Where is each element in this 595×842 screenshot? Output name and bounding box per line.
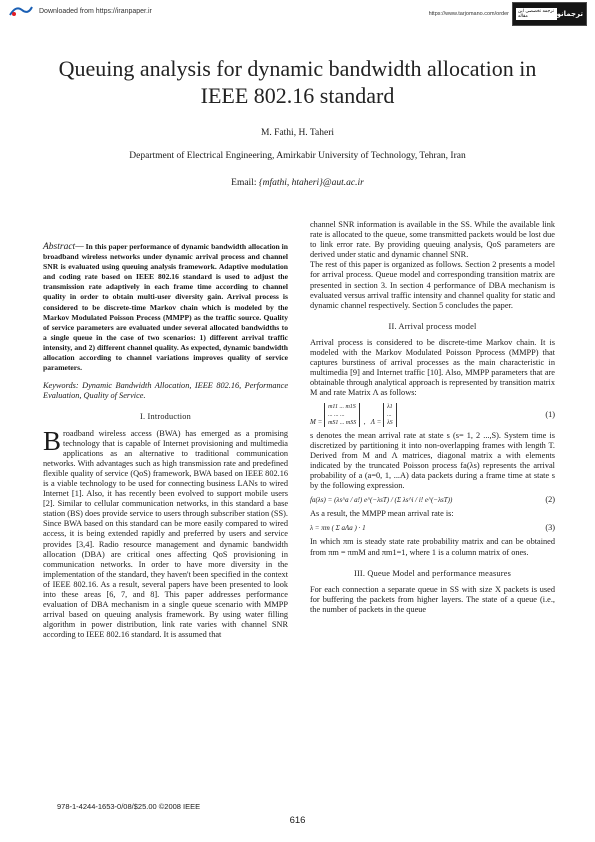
paper-affiliation: Department of Electrical Engineering, Amirkabir University of Technology, Tehran, Iran [129,151,466,161]
section-heading-queue-model: III. Queue Model and performance measures [353,568,512,578]
abstract [43,242,288,373]
equation-1 [310,403,555,427]
equation-2-body: fa(λs) = (λs^a / a!) e^(−λsT) / (Σ λs^i / i! e^(−λsT)) [310,496,453,505]
paragraph: As a result, the MMPP mean arrival rate is: [310,509,454,519]
paper-authors: M. Fathi, H. Taheri [260,128,335,138]
header-right [429,2,587,26]
tarjomano-logo: ترجمانو [556,10,583,18]
paper-title: Queuing analysis for dynamic bandwidth allocation in IEEE 802.16 standard [58,56,537,108]
matrix-m-label: M = [310,417,323,426]
iranpaper-logo-icon [8,4,34,18]
copyright-line: 978-1-4244-1653-0/08/$25.00 ©2008 IEEE [57,802,201,811]
email-prefix: Email: [231,178,259,188]
matrix-row: mS1 ... mSS [328,419,357,426]
section-heading-arrival: II. Arrival process model [388,321,477,331]
downloaded-from-text: Downloaded from https://iranpaper.ir [39,7,152,15]
paragraph: channel SNR information is available in the SS. While the available link rate is allocated to the queue, some transmitted packets would be lost due to link error rate. By providing queuing analysis, QoS parameters are derived under static and dynamic channel SNR. [310,220,555,260]
section-heading-introduction: I. Introduction [140,412,191,422]
keywords: Keywords: Dynamic Bandwidth Allocation, IEEE 802.16, Performance Evaluation, Quality of Service. [43,381,288,401]
paragraph: Arrival process is considered to be discrete-time Markov chain. It is modeled with the Markov Modulated Poisson Pprocess (MMPP) that captures burstiness of arrival processes as the main characteristic in multimedia [9] and Internet traffic [10]. Also, MMPP parameters that are obtainable through analytical approach is represented by transition matrix M and rate Matrix Λ as follows: [310,337,555,398]
matrix-row: λ1 [387,403,393,410]
header-left [8,4,152,18]
equation-number: (3) [545,523,555,533]
paragraph: For each connection a separate queue in SS with size X packets is used for buffering the packets from higher layers. The state of a queue (i.e., the number of packets in the queue [310,584,555,614]
equation-number: (2) [545,495,555,505]
abstract-label: Abstract— [43,242,84,252]
paragraph: s denotes the mean arrival rate at state s (s= 1, 2 ...,S). System time is discretized by partitioning it into non-overlapping frames with length T. Derived from M and Λ matrices, diagonal matrix a with elements indicated by the truncated Poisson process fa(λs) represents the arrival probability of a (a=0, 1, ...A) data packets during a frame time at state s by the following expression. [310,430,555,491]
order-link[interactable]: https://www.tarjomano.com/order [428,11,509,17]
matrix-row: m11 ... m1S [328,403,356,410]
matrix-row: λS [387,419,393,426]
introduction-paragraph [43,425,288,641]
banner-order-text: ترجمه تخصصی این مقاله [516,8,557,20]
paragraph: The rest of this paper is organized as follows. Section 2 presents a model for arrival process. Queue model and corresponding transition matrix are presented in section 3. In section 4 performance of DBA mechanism is evaluated versus arrival traffic intensity and channel quality for static and dynamic channel respectively. Section 5 concludes the paper. [310,260,555,310]
equation-3 [310,523,555,533]
right-column [310,220,555,615]
equation-1-body: M = m11 ... m1S ... ... ... mS1 ... mSS , Λ = λ1 ... λS [310,403,397,427]
abstract-text: In this paper performance of dynamic bandwidth allocation in broadband wireless networks under dynamic arrival process and channel SNR is evaluated using queuing analysis framework. Adaptive modulation and coding rate based on IEEE 802.16 standard is used to adjust the transmission rate adaptively in each frame time according to channel quality in order to obtain multi-user diversity gain. Arrival process is considered to be discrete-time Markov chain which is modeled by the Markov Modulated Poisson Process (MMPP) as the traffic source. Quality of service parameters are evaluated under several allocated bandwidths to a single queue in the case of two scenarios: 1) different arrival traffic intensity, and 2) different channel quality. As expected, dynamic bandwidth allocation according to channel variations improves quality of service parameters. [43,242,288,373]
page-number: 616 [289,815,306,826]
equation-3-body: λ = πm ( Σ aΛa ) · 1 [310,524,366,533]
introduction-text: roadband wireless access (BWA) has emerged as a promising technology that is capable of Internet provisioning and multimedia applications as an alternative to traditional communication networks. With advantages such as high transmission rate and predefined flexible quality of service (QoS) framework, BWA based on IEEE 802.16 is a viable technology to be used for connecting business LANs to wired Internet [1]. Also, it has recently been evolved to support mobile users [2]. Similar to cellular communication networks, in this standard a base station (BS) does provide service to users through subscriber station (SS). Since BWA based on this standard can be more easily compared to wired access, it is being extended rapidly and preferred by users and service provides [3,4]. Radio resource management and dynamic bandwidth allocation (DBA) are critical ones affecting QoS provisioning in communication networks. In order to have more diversity in the implementation of the standard, they haven't been specified in the context of IEEE 802.16. As a result, several papers have been presented to look into these areas [6, 7, and 8]. This paper addresses performance evaluation of DBA mechanism in a single queue scenario with MMPP arrival based on queuing analysis framework. By using water filling algorithm in power distribution, link rate varies with channel SNR according to IEEE 802.16 standard. It is assumed that [43,428,288,640]
matrix-m [324,403,360,427]
equation-2 [310,495,555,505]
matrix-row: ... ... ... [328,411,345,418]
email-address: {mfathi, htaheri}@aut.ac.ir [258,178,364,188]
matrix-row: ... [387,411,392,418]
translation-banner[interactable] [512,2,587,26]
drop-cap: B [43,425,62,456]
left-column [43,242,288,640]
equation-number: (1) [545,409,555,419]
matrix-lambda [383,403,397,427]
matrix-lambda-label: Λ = [370,417,382,426]
paper-email [40,178,555,188]
paragraph: In which πm is steady state rate probability matrix and can be obtained from πm = πmM and πm1=1, where 1 is a column matrix of ones. [310,537,555,557]
